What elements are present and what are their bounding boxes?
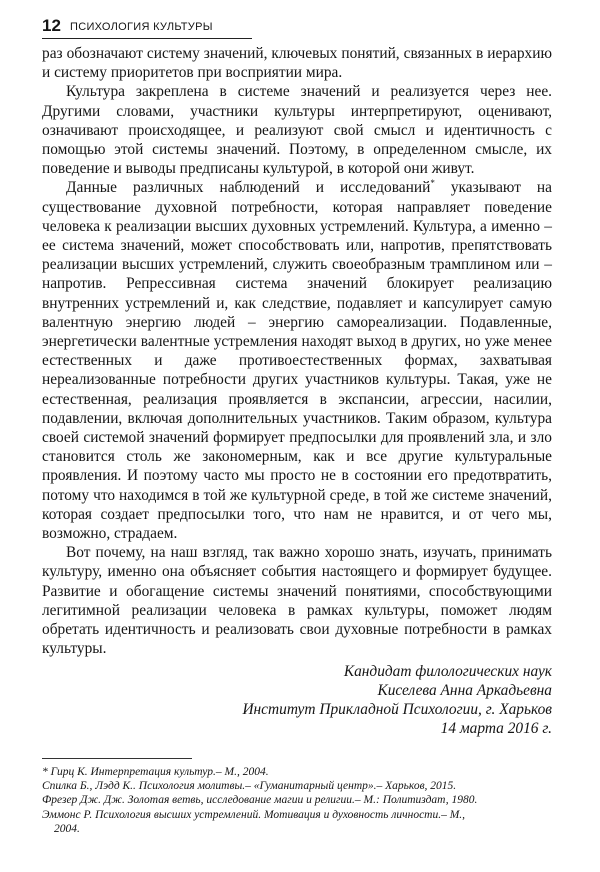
footnote-emmons: Эммонс Р. Психология высших устремлений. Мотивация и духовность личности.– М.,	[42, 808, 466, 821]
page-number: 12	[42, 16, 61, 35]
footnotes	[42, 758, 557, 836]
paragraph-culture-meaning: Культура закреплена в системе значений и реализуется через нее. Другими словами, участники культуры интерпретируют, оценивают, означивают происходящее, и реализуют свой смысл и идентичность с помощью этой системы значений. Поэтому, в определенном смысле, их поведение и выводы предписаны культурой, в которой они живут.	[42, 83, 552, 178]
paragraph-conclusion: Вот почему, на наш взгляд, так важно хорошо знать, изучать, принимать культуру, именно она объясняет события настоящего и формирует будущее. Развитие и обогащение системы значений понятиями, способствующими легитимной реализации человека в рамках культуры, поможет людям обретать идентичность и реализовать свои духовные потребности в рамках культуры.	[42, 544, 552, 658]
paragraph-spiritual-need-start: Данные различных наблюдений и исследований	[66, 179, 431, 197]
running-header	[42, 16, 252, 39]
footnote-marker: *	[430, 178, 435, 189]
footnote-geertz: * Гирц К. Интерпретация культур.– М., 2004.	[42, 766, 269, 778]
running-title: ПСИХОЛОГИЯ КУЛЬТУРЫ	[70, 21, 213, 33]
signature-date: 14 марта 2016 г.	[440, 720, 552, 737]
footnote-frazer: Фрезер Дж. Дж. Золотая ветвь, исследование магии и религии.– М.: Политиздат, 1980.	[42, 794, 478, 807]
paragraph-spiritual-need-rest: указывают на существование духовной потребности, которая направляет поведение человека к реализации высших духовных устремлений. Культура, а именно – ее система значений, может способствовать или, напротив, препятствовать реализации высших устремлений, служить своеобразным трамплином или – напротив. Репрессивная система значений блокирует реализацию внутренних устремлений и, как следствие, подавляет и капсулирует самую валентную энергию людей – энергию самореализации. Подавленные, энергетически валентные устремления находят выход в других, но уже менее естественных и даже противоестественных формах, захватывая нереализованные потребности других участников культуры. Такая, уже не естественная, реализация проявляется в экспансии, агрессии, насилии, подавлении, включая дополнительных участников. Таким образом, культура своей системой значений формирует предпосылки для проявлений зла, и зло становится столь же закономерным, как и все другие культуральные проявления. И поэтому часто мы просто не в состоянии его предотвратить, потому что находимся в той же культурной среде, в той же системе значений, которая создает предпосылки того, что нам не нравится, и от чего мы, возможно, страдаем.	[42, 179, 552, 543]
paragraph-spiritual-need	[42, 178, 552, 543]
author-degree: Кандидат филологических наук	[343, 663, 552, 680]
footnote-spilka: Спилка Б., Лэдд К.. Психология молитвы.– «Гуманитарный центр».– Харьков, 2015.	[42, 780, 457, 793]
paragraph-continuation: раз обозначают систему значений, ключевых понятий, связанных в иерархию и систему приоритетов при восприятии мира.	[42, 45, 552, 82]
author-institute: Институт Прикладной Психологии, г. Харьков	[242, 701, 552, 718]
author-signature	[152, 662, 552, 738]
author-name: Киселева Анна Аркадьевна	[377, 682, 552, 699]
footnote-divider	[42, 758, 192, 759]
footnote-emmons-year: 2004.	[54, 822, 80, 835]
main-text	[42, 44, 552, 659]
